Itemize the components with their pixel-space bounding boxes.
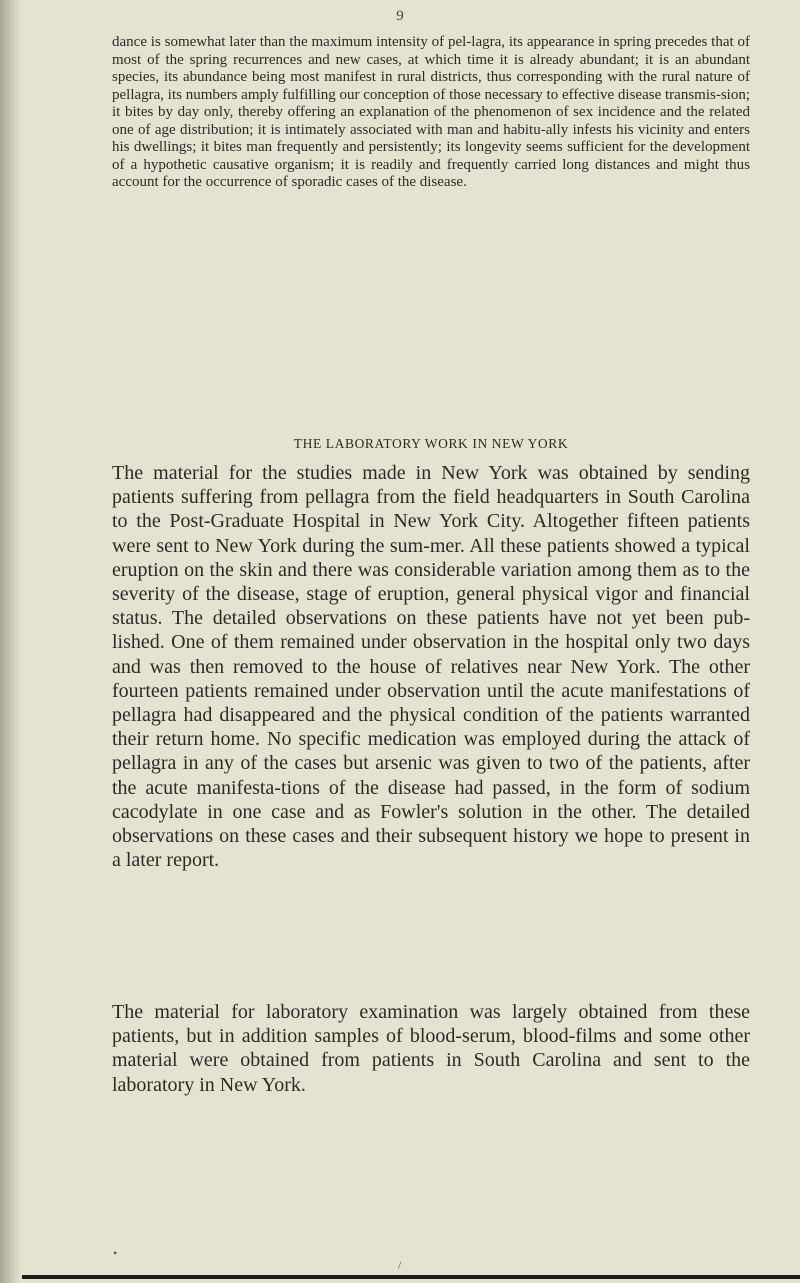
section-heading: THE LABORATORY WORK IN NEW YORK	[293, 436, 569, 451]
body-paragraph-2: The material for laboratory examination was largely obtained from these patients, but in addition samples of blood-serum, blood-films and some other material were obtained from patients in South Carolina and sent to the laboratory in New York.	[112, 1001, 750, 1096]
ink-speck: •	[113, 1246, 118, 1260]
intro-paragraph: dance is somewhat later than the maximum intensity of pel-lagra, its appearance in spring precedes that of most of the spring recurrences and new cases, at which time it is already abundant; it is an abundant species, its abundance being most manifest in rural districts, thus corresponding with the rural nature of pellagra, its numbers amply fulfilling our conception of those necessary to effective disease transmis-sion; it bites by day only, thereby offering an explanation of the phenomenon of sex incidence and the related one of age distribution; it is intimately associated with man and habitu-ally infests his vicinity and enters his dwellings; it bites man frequently and persistently; its longevity seems sufficient for the development of a hypothetic causative organism; it is readily and frequently carried long distances and might thus account for the occurrence of sporadic cases of the disease.	[112, 34, 750, 191]
ink-speck: /	[398, 1258, 402, 1272]
body-paragraph-1: The material for the studies made in New York was obtained by sending patients suffering from pellagra from the field headquarters in South Carolina to the Post-Graduate Hospital in New York City. Altogether fifteen patients were sent to New York during the sum-mer. All these patients showed a typical eruption on the skin and there was considerable variation among them as to the severity of the disease, stage of eruption, general physical vigor and financial status. The detailed observations on these patients have not yet been pub-lished. One of them remained under observation in the hospital only two days and was then removed to the house of relatives near New York. The other fourteen patients remained under observation until the acute manifestations of pellagra had disappeared and the physical condition of the patients warranted their return home. No specific medication was employed during the attack of pellagra in any of the cases but arsenic was given to two of the patients, after the acute manifesta-tions of the disease had passed, in the form of sodium cacodylate in one case and as Fowler's solution in the other. The detailed observations on these cases and their subsequent history we hope to present in a later report.	[112, 462, 750, 872]
page-number: 9	[396, 8, 404, 24]
page-bottom-edge	[22, 1275, 800, 1279]
